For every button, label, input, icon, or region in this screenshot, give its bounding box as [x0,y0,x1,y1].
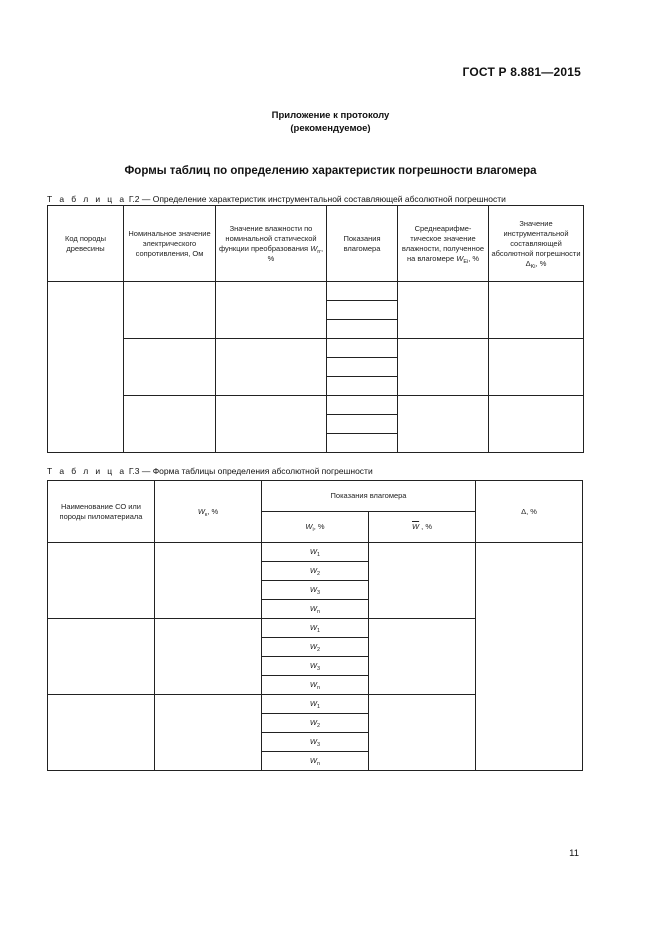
table2-cell [398,282,489,339]
table3-header-name: Наименование СО или породы пиломатериала [48,481,155,543]
w-symbol: W [309,756,318,765]
table3-w-cell [262,543,369,562]
w-symbol: W [309,680,318,689]
table2-cell [216,282,327,339]
table2-header-humidity [216,206,327,282]
w-symbol: W [309,737,318,746]
table3-header-wbar-unit: , % [419,522,433,531]
table2-cell [216,339,327,396]
table3-w-cell [262,619,369,638]
table2-header-mean-unit: , % [468,253,480,263]
table3-header-wk-var: W [197,506,205,516]
table3-cell [369,695,476,771]
table3-w-cell [262,752,369,771]
table2-header-readings: Показания влагомера [327,206,398,282]
table2-cell [48,282,124,453]
w-symbol: W [309,604,318,613]
w-symbol: W [309,547,318,556]
table2-cell [124,339,216,396]
w-subscript: 3 [317,590,321,596]
appendix-subtitle: (рекомендуемое) [290,123,371,134]
table3-cell [48,619,155,695]
table2-header-instrumental-text: Значение инструментальной составляющей абсолютной погрешности [491,218,581,258]
table2-cell [124,282,216,339]
table3-w-cell [262,562,369,581]
table3-header-wk [155,481,262,543]
table3-w-cell [262,581,369,600]
table3-header-delta: Δ, % [476,481,583,543]
table3-cell [369,543,476,619]
table2-header-mean [398,206,489,282]
table3-header-wi-unit: , % [313,522,325,531]
w-subscript: 1 [317,552,321,558]
table2-header-humidity-sub: rr [317,248,321,255]
table3-w-cell [262,676,369,695]
table2-cell [327,434,398,453]
table3-header-wk-sub: к [204,511,208,518]
table2-header-mean-text: Среднеарифме-тическое значение влажности, полученное на влагомере [401,223,485,263]
table3-header-wi [262,512,369,543]
w-subscript: 1 [317,704,321,710]
table3-w-cell [262,600,369,619]
table2-caption-text: Г.2 — Определение характеристик инструментальной составляющей абсолютной погрешности [128,194,506,204]
page-number: 11 [569,848,579,859]
table3-w-cell [262,638,369,657]
w-symbol: W [309,642,318,651]
table2-caption [47,194,506,204]
table2-header-instrumental-sub: Ki [530,263,536,270]
table3-w-cell [262,733,369,752]
w-subscript: n [317,609,321,615]
table2-cell [124,396,216,453]
table2-header-humidity-unit: , % [267,243,324,263]
w-subscript: 3 [317,742,321,748]
table3-w-cell [262,714,369,733]
table2-cell [398,396,489,453]
table2-caption-prefix: Т а б л и ц а [47,194,127,204]
table3-header-wi-sub: i [312,527,314,533]
table2-cell [327,301,398,320]
w-subscript: 1 [317,628,321,634]
table3 [47,480,583,771]
document-code: ГОСТ Р 8.881—2015 [462,65,581,79]
section-title: Формы таблиц по определению характеристик погрешности влагомера [124,165,537,177]
w-symbol: W [309,661,318,670]
table2-header-humidity-var: W [310,243,318,253]
table2-header-instrumental [489,206,584,282]
table2-cell [216,396,327,453]
w-subscript: 2 [317,723,321,729]
table3-cell [155,695,262,771]
table3-cell [48,543,155,619]
w-subscript: 2 [317,647,321,653]
table3-header-wk-unit: , % [207,506,219,516]
w-symbol: W [309,699,318,708]
table3-cell [369,619,476,695]
table3-header-wi-var: W [305,522,313,531]
w-symbol: W [309,585,318,594]
table2-header-instrumental-var: Δ [525,258,531,268]
table3-cell [155,543,262,619]
table3-header-wbar-var: $\overline{W}$ [412,522,420,531]
table2-header-instrumental-unit: , % [535,258,547,268]
table2-cell [327,415,398,434]
appendix-title: Приложение к протоколу [271,110,390,121]
table2-header-resistance: Номинальное значение электрического сопротивления, Ом [124,206,216,282]
table3-w-cell [262,657,369,676]
w-subscript: n [317,685,321,691]
table2 [47,205,584,453]
table3-header-readings: Показания влагомера [262,481,476,512]
table2-cell [489,282,584,339]
table3-header-wbar [369,512,476,543]
table3-caption-text: Г.3 — Форма таблицы определения абсолютной погрешности [128,466,373,476]
w-symbol: W [309,623,318,632]
table2-cell [489,339,584,396]
table3-caption [47,466,373,476]
table2-header-mean-var: W [456,253,464,263]
table2-cell [327,396,398,415]
table2-cell [327,377,398,396]
table2-cell [398,339,489,396]
table2-cell [327,339,398,358]
w-subscript: 3 [317,666,321,672]
table2-header-mean-sub: Ei [463,258,469,265]
table3-cell [476,543,583,771]
table2-cell [327,282,398,301]
table2-cell [489,396,584,453]
table2-header-humidity-text: Значение влажности по номинальной статической функции преобразования [218,223,317,253]
table3-cell [155,619,262,695]
w-subscript: n [317,761,321,767]
w-symbol: W [309,718,318,727]
table3-caption-prefix: Т а б л и ц а [47,466,127,476]
w-subscript: 2 [317,571,321,577]
table3-w-cell [262,695,369,714]
table2-cell [327,320,398,339]
w-symbol: W [309,566,318,575]
table2-cell [327,358,398,377]
table3-cell [48,695,155,771]
table2-header-code: Код породы древесины [48,206,124,282]
